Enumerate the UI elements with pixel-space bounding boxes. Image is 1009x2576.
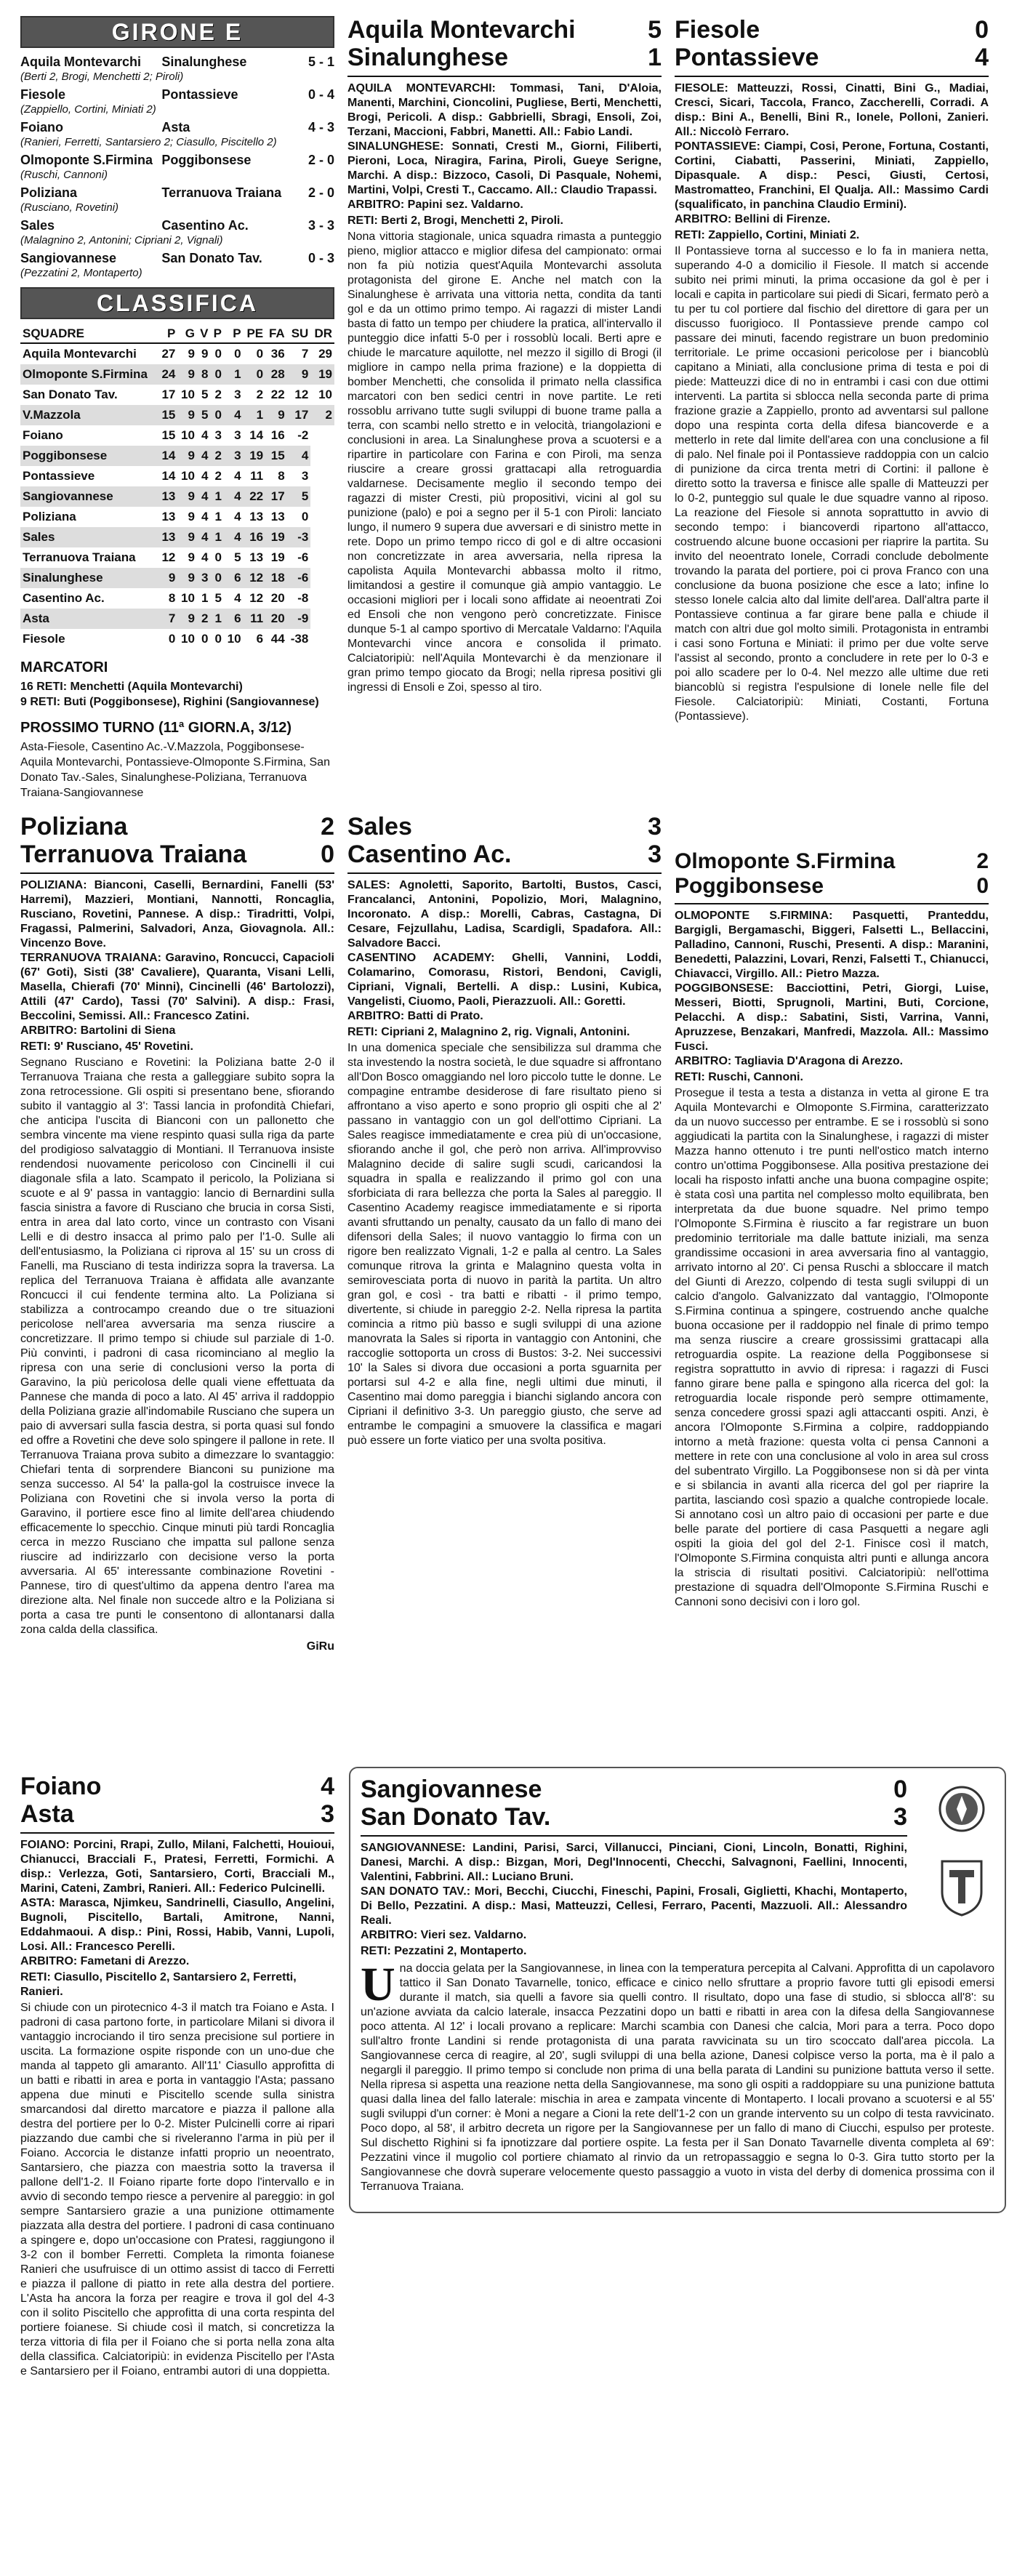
standings-cell: 3 xyxy=(197,568,211,588)
standings-cell: 9 xyxy=(177,568,197,588)
standings-cell: 1 xyxy=(244,405,266,425)
home-score: 0 xyxy=(893,1775,907,1803)
dropcap: U xyxy=(361,1958,395,2011)
standings-cell: 1 xyxy=(201,591,209,605)
article-body-text: na doccia gelata per la Sangiovannese, in linea con la temperatura percepita al Calvani. Approfitta di un capolavoro tattico il San Donato Tavarnelle, tonico, efficace e cinico nello sfruttare a proprio favore tutti gli episodi emersi durante il match, sia quelli a favore sia quelli contro. Il risultato, dopo una fase di studio, si sblocca all'8': su un'azione avviata da calcio laterale, insacca Pezzatini dopo un batti e ribatti in area con la difesa della Sangiovannese poco attenta. Al 12' i locali provano a replicare: Marchi scambia con Danesi che calcia, Mori para a terra. Poco dopo sull'altro fronte Landini si rende protagonista di una parata ravvicinata su un tiro scoccato dall'area piccola. La Sangiovannese cerca di reagire, al 20', sugli sviluppi di una bella azione, Danesi colpisce verso la porta, ma è il palo a negargli il pareggio. Il primo tempo si conclude non prima di una bella parata di Landini su punizione battuta verso il sette. Nella ripresa si aspetta una reazione netta della Sangiovannese, ma sono gli ospiti a raddoppiare su una punizione battuta quasi dalla linea del fallo laterale: mischia in area e zampata vincente di Montaperto. I locali provano a scuotersi e al 55' sugli sviluppi d'un corner: è Moni a negare a Cioni la rete dell'1-2 con un grande intervento su un colpo di testa ravvicinato. Poco dopo, al 58', il arbitro decreta un rigore per la Sangiovannese per un fallo di mano di Ciucchi, espulso per proteste. Sul dischetto Righini si fa ipnotizzare dal portiere ospite. La festa per il San Donato Tavarnelle diventa completa al 69': Pezzatini vince il mugolio col portiere chiamato al rinvio da un retropassaggio e segna lo 0-3. Gira tutto storto per la Sangiovannese che dovrà superare velocemente questo passaggio a vuoto in vista del derby di domenica prossima con il Terranuova Traiana. xyxy=(361,1962,994,2193)
standings-cell: 22 xyxy=(270,388,285,401)
standings-cell: 9 xyxy=(158,568,178,588)
classifica-banner: CLASSIFICA xyxy=(20,287,334,319)
standings-cell: 15 xyxy=(161,428,176,442)
standings-cell: 14 xyxy=(161,469,176,483)
standings-cell: 8 xyxy=(168,591,176,605)
standings-cell: Foiano xyxy=(23,428,63,442)
result-scorers: (Ruschi, Cannoni) xyxy=(20,169,108,181)
standings-cell: 17 xyxy=(161,388,176,401)
away-team: Poggibonsese xyxy=(675,874,824,898)
standings-cell: 14 xyxy=(249,428,264,442)
standings-cell: -38 xyxy=(290,632,309,646)
home-team: Foiano xyxy=(20,1773,102,1800)
standings-header: FA xyxy=(265,325,287,343)
standings-cell: 9 xyxy=(177,527,197,547)
sangiovannese-crest-icon xyxy=(936,1780,987,1842)
standings-cell: Fiesole xyxy=(23,632,65,646)
result-scorers: (Malagnino 2, Antonini; Cipriani 2, Vignali) xyxy=(20,234,223,246)
away-team: Casentino Ac. xyxy=(347,840,512,868)
article-body: Il Pontassieve torna al successo e lo fa in maniera netta, superando 4-0 a domicilio il Fiesole. Il match si accende subito nei primi minuti, la prima occasione da gol è per i locali e capita in particolare sui piedi di Sicari, fermato però a tu per tu col portiere dal fischio del direttore di gara per un discusso fuorigioco. Il Pontassieve prende campo col passare dei minuti, facendo registrare un buon predominio territoriale. Le prime occasioni pericolose per i biancoblù capitano a Miniati, alla conclusione prima di testa e poi di piede: Matteuzzi dice di no in entrambi i casi con due ottimi interventi. La partita si sblocca nella seconda parte di prima frazione grazie a Zappiello, pronto ad avventarsi sul pallone dopo una respinta corta della difesa biancoverde e a metterlo in rete dal limite dell'area con una conclusione a fil di palo. Nel finale poi il Pontassieve raddoppia con un calcio di punizione da circa trenta metri di Cortini: il pallone è diretto sotto la traversa e finisce alle spalle di Matteuzzi per lo 0-2, punteggio sul quale le due squadre vanno al riposo. La reazione del Fiesole si annota soprattutto in avvio di secondo tempo: i biancoverdi ripartono all'attacco, costruendo alcune buone occasioni per riaprire la partita. Su invito del neoentrato Ionele, Corradi conclude debolmente trovando la parata del portiere, poi ci prova Franco con una conclusione da buona posizione che esce a lato; infine lo stesso Ionele calcia alto dal limite dell'area. Dall'altra parte il Pontassieve continua a far girare bene palla e chiude il match con altri due gol molto simili. Protagonista in entrambi i casi sono Fortuna e Miniati: il primo per due volte serve l'assist al secondo, pronto a concludere in rete per lo 0-3 e poi allo scadere per lo 0-4. Nel mezzo alle ultime due reti biancoblù si registra l'espulsione di Ionele nelle file del Fiesole. Calciatoripiù: Miniati, Costanti, Fortuna (Pontassieve). xyxy=(675,245,989,723)
standings-cell: 7 xyxy=(158,609,178,629)
result-row xyxy=(20,152,334,168)
standings-cell: 0 xyxy=(301,510,309,523)
standings-cell: -8 xyxy=(297,591,309,605)
article-sangiovannese xyxy=(349,1767,1006,2213)
result-home: Olmoponte S.Firmina xyxy=(20,153,153,167)
standings-header: SU xyxy=(287,325,311,343)
formazioni-away: TERRANUOVA TRAIANA: Garavino, Roncucci, Capacioli (67' Goti), Sisti (38' Cavaliere), Quaranta, Visani Lelli, Masella, Chierafi (70' Minni), Cincinelli (46' Bartolozzi), Attili (47' Cardo), Tassi (70' Salvini). A disp.: Frasi, Beccolini, Semissi. All.: Francesco Zatini. xyxy=(20,952,334,1022)
result-home: Sangiovannese xyxy=(20,251,117,265)
standings-cell: 16 xyxy=(244,527,266,547)
standings-cell: 4 xyxy=(287,446,311,466)
turno-text: Asta-Fiesole, Casentino Ac.-V.Mazzola, Poggibonsese-Aquila Montevarchi, Pontassieve-Olmoponte S.Firmina, San Donato Tav.-Sales, Sinalunghese-Poliziana, Terranuova Traiana-Sangiovannese xyxy=(20,741,330,799)
standings-header: DR xyxy=(310,325,334,343)
standings-cell: 3 xyxy=(234,388,241,401)
result-row xyxy=(20,87,334,103)
table-row xyxy=(20,385,334,405)
standings-cell: San Donato Tav. xyxy=(23,388,118,401)
home-score: 0 xyxy=(975,16,989,44)
article-body: In una domenica speciale che sensibilizza sul dramma che sta investendo la nostra società, le due squadre si affrontano all'Don Bosco omaggiando nel loro piccolo tutte le donne. Le compagine entrambe desiderose di fare risultato pieno si affrontano a viso aperto e sono proprio gli ospiti che al 2' passano in vantaggio con un gol dell'ottimo Cipriani. La Sales reagisce immediatamente e crea più di un'occasione, sfiorando anche il gol, che però non arriva. All'improvviso Malagnino decide di salire sugli scudi, caricandosi la squadra in spalla e realizzando il primo gol con una sforbiciata di rara bellezza che porta la Sales al pareggio. Il Casentino Academy reagisce immediatamente e si riporta avanti sfruttando un penalty, causato da un fallo di mano dei difensori della Sales; il nuovo vantaggio lo firma con un rigore ben realizzato Vignali, 1-2 e palla al centro. La Sales comunque ritrova la grinta e Malagnino questa volta in semirovesciata porta di nuovo in parità la partita. Un altro gran gol, e così - tra batti e ribatti - il primo tempo, divertente, si chiude in pareggio 2-2. Nella ripresa la partita comincia a ritmo più basso e sugli sviluppi di una azione manovrata la Sales si riporta in vantaggio con Antonini, che raccoglie sottoporta un cross di Bustos: 3-2. Nei successivi 10' la Sales si divora due occasioni a porta sguarnita per portarsi sul 4-2 e alla fine, negli ultimi due minuti, il Casentino mai domo pareggia i bianchi siglando ancora con Cipriani il definitivo 3-3. Un pareggio giusto, che serve ad entrambe le compagini a smuovere la classifica e magari può essere un forte viatico per una svolta positiva. xyxy=(347,1042,662,1447)
arbitro: ARBITRO: Bartolini di Siena xyxy=(20,1024,176,1037)
formazioni-home: POLIZIANA: Bianconi, Caselli, Bernardini, Fanelli (53' Harremi), Mazzieri, Montiani, Nannotti, Roncaglia, Rusciano, Rovetini, Pannese. A disp.: Tiradritti, Volpi, Fragassi, Palmerini, Salvadori, Anza, Giovagnola. All.: Vincenzo Bove. xyxy=(20,879,334,950)
standings-cell: 36 xyxy=(270,347,285,361)
result-home: Foiano xyxy=(20,120,63,135)
standings-cell: 4 xyxy=(234,510,241,523)
standings-cell: 4 xyxy=(197,446,211,466)
table-row xyxy=(20,486,334,507)
formazioni-home: FIESOLE: Matteuzzi, Rossi, Cinatti, Bini G., Madiai, Cresci, Sicari, Taccola, Franco, Zaccherelli, Corradi. A disp.: Bini A., Benelli, Bini R., Ionele, Polloni, Zanieri. All.: Niccolò Ferraro. xyxy=(675,82,989,138)
home-score: 5 xyxy=(648,16,662,44)
reti: RETI: Zappiello, Cortini, Miniati 2. xyxy=(675,229,860,241)
san-donato-crest-icon xyxy=(936,1855,987,1918)
standings-cell: 13 xyxy=(249,550,264,564)
signature: GiRu xyxy=(306,1640,334,1653)
standings-cell: Sangiovannese xyxy=(20,486,158,507)
formazioni-away: CASENTINO ACADEMY: Ghelli, Vannini, Loddi, Colamarino, Comorasu, Ristori, Bendoni, Cavigli, Cipriani, Vignali, Bertelli. A disp.: Lusini, Kubica, Vangelisti, Ciuomo, Paoli, Pierazzuoli. All.: Goretti. xyxy=(347,952,662,1008)
standings-cell: Terranuova Traiana xyxy=(23,550,136,564)
standings-cell: 6 xyxy=(224,609,244,629)
standings-cell: Poggibonsese xyxy=(20,446,158,466)
result-scorers: (Berti 2, Brogi, Menchetti 2; Piroli) xyxy=(20,71,184,83)
article-body: Nona vittoria stagionale, unica squadra rimasta a punteggio pieno, miglior attacco e miglior difesa del campionato: ormai non fa più notizia quest'Aquila Montevarchi assoluta protagonista del girone E. Anche nel match con la Sinalunghese è arrivata una vittoria netta, condita da tanti gol e da un ottimo primo tempo. Ai ragazzi di mister Landi basta di fatto un tempo per chiudere la pratica, all'intervallo il punteggio dice infatti 5-0 per i rossoblù locali. Berti apre e chiude le marcature aquilotte, nel mezzo il sigillo di Brogi (il migliore in campo nella prima frazione) e la doppietta di bomber Menchetti, che consolida il primato nella classifica marcatori con ben sedici centri in nove partite. Le reti rossoblu arrivano tutte sugli sviluppi di buone trame palla a terra, con scambi nello stretto e in velocità, triangolazioni e conclusioni in area. La Sinalunghese prova a scuotersi e a ripartire in particolare con Farina e con Piroli, ma senza riuscire a creare grossi grattacapi alla retroguardia valdarnese. Decisamente meglio il secondo tempo dei ragazzi di mister Cresti, più propositivi, vicini al gol su punizione (palo) e poi a segno per il 5-1 con Piroli: lanciato lungo, il numero 9 supera due avversari e di sinistro mette in rete. Dopo un primo tempo ricco di gol e di altre occasioni non concretizzate in area avversaria, nella ripresa la capolista Aquila Montevarchi abbassa molto il ritmo, limitandosi a gestire il comunque già ampio vantaggio. Le occasioni migliori per i locali sono affidate ai neoentrati Zoi ed Ensoli che non vengono però concretizzate. Finisce dunque 5-1 al campo sportivo di Mercatale Valdarno: l'Aquila Montevarchi vince ancora e consolida il primato. Calciatoripiù: nell'Aquila Montevarchi è da menzionare il gran primo tempo giocato da Brogi; nella ripresa positivi gli ingressi di Ensoli e Zoi, spesso al tiro. xyxy=(347,230,662,694)
standings-cell: 17 xyxy=(287,405,311,425)
result-row xyxy=(20,119,334,135)
standings-cell: 27 xyxy=(161,347,176,361)
reti: RETI: Ruschi, Cannoni. xyxy=(675,1071,803,1083)
result-score: 2 - 0 xyxy=(307,153,334,167)
standings-cell: 13 xyxy=(158,486,178,507)
marcatori-title: MARCATORI xyxy=(20,659,108,675)
standings-cell: 12 xyxy=(161,550,176,564)
standings-cell: 5 xyxy=(214,591,222,605)
result-away: Poggibonsese xyxy=(161,153,252,167)
arbitro: ARBITRO: Vieri sez. Valdarno. xyxy=(361,1929,527,1941)
standings-cell: 29 xyxy=(318,347,332,361)
standings-cell: 9 xyxy=(177,609,197,629)
standings-cell: 10 xyxy=(181,388,195,401)
standings-cell: 13 xyxy=(161,510,176,523)
away-team: Pontassieve xyxy=(675,44,819,71)
standings-cell: 4 xyxy=(197,527,211,547)
standings-cell: 10 xyxy=(181,469,195,483)
article-olmoponte xyxy=(675,849,989,1757)
arbitro: ARBITRO: Bellini di Firenze. xyxy=(675,213,831,225)
standings-header: G xyxy=(177,325,197,343)
standings-cell: 4 xyxy=(201,469,209,483)
table-row xyxy=(20,527,334,547)
home-team: Poliziana xyxy=(20,813,128,840)
article-body: Segnano Rusciano e Rovetini: la Poliziana batte 2-0 il Terranuova Traiana che resta a galleggiare subito sopra la zona retrocessione. Gli ospiti si presentano bene, sfiorando subito il vantaggio al 3': Tassi lancia in profondità Chiefari, che anticipa l'uscita di Bianconi con un pallonetto che sembra vincente ma viene respinto quasi sulla riga da parte del prodigioso salvataggio di Montiani. Il Terranuova insiste rendendosi nuovamente pericoloso con Cincinelli il cui diagonale sfila a lato. Scampato il pericolo, la Poliziana si scuote e al 9' passa in vantaggio: lancio di Bernardini sulla fascia sinistra a favore di Rusciano che brucia in corsa Sisti, entra in area dal lato corto, vince un contrasto con Visani Lelli e di destro insacca al primo palo per l'1-0. Sulle ali dell'entusiasmo, la Poliziana ci riprova al 15' su un cross di Fanelli, ma Rusciano di testa indirizza sopra la traversa. La replica del Terranuova Traiana è affidata alle avanzante Roncucci il cui fendente termina alto. La Poliziana si stabilizza a controcampo creando due o tre situazioni pericolose nell'area avversaria ma senza riuscire a concretizzare. Il primo tempo si chiude sul parziale di 1-0. Più convinti, i padroni di casa ricominciano al meglio la ripresa con una serie di conclusioni verso la porta di Garavino, la più pericolosa delle quali viene effettuata da Pannese che manda di poco a lato. Al 45' arriva il raddoppio della Poliziana grazie all'indomabile Rusciano che supera un paio di avversari sulla fascia destra, si porta quasi sul fondo ed offre a Rovetini che deve solo spingere il pallone in rete. Il Terranuova Traiana prova subito a dimezzare lo svantaggio: Chiefari tenta di sorprendere Bianconi su punizione ma senza successo. Al 54' la palla-gol la costruisce invece la Poliziana con Rovetini che si invola verso la porta di Garavino, il portiere esce fino al limite dell'area chiudendo efficacemente lo specchio. Cinque minuti più tardi Roncaglia cerca in mezzo Rusciano che impatta sul pallone senza riuscire ad indirizzarlo con decisione verso la porta avversaria. Al 65' interessante combinazione Rovetini -Pannese, tiro di quest'ultimo da appena dentro l'area ma direzione alta. Nel finale non succede altro e la Poliziana si porta a casa tre punti le consentono di allontanarsi dalla zona calda della classifica. xyxy=(20,1056,334,1636)
formazioni-home: FOIANO: Porcini, Rrapi, Zullo, Milani, Falchetti, Houioui, Chianucci, Bracciali F., Pratesi, Ferretti, Formichi. A disp.: Verlezza, Goti, Santarsiero, Corti, Bracciali M., Marini, Cateni, Zambri, Ranieri. All.: Federico Pulcinelli. xyxy=(20,1839,334,1895)
standings-cell: 8 xyxy=(197,364,211,385)
standings-cell: 44 xyxy=(270,632,285,646)
formazioni-home: SANGIOVANNESE: Landini, Parisi, Sarci, Villanucci, Pinciani, Cioni, Lincoln, Bonatti, Righini, Danesi, Marchi. A disp.: Bizgan, Mori, Degl'Innocenti, Checchi, Salvagnoni, Faellini, Innocenti, Valentini, Fabbrini. All.: Luciano Bruni. xyxy=(361,1842,907,1883)
standings-cell: 6 xyxy=(224,568,244,588)
away-score: 3 xyxy=(648,840,662,868)
result-home: Sales xyxy=(20,218,55,233)
standings-cell: 5 xyxy=(197,405,211,425)
standings-cell: -2 xyxy=(297,428,309,442)
standings-cell: 9 xyxy=(201,347,209,361)
standings-cell: 22 xyxy=(244,486,266,507)
standings-cell: 3 xyxy=(224,446,244,466)
standings-cell: 12 xyxy=(244,568,266,588)
standings-cell: 16 xyxy=(270,428,285,442)
result-home: Aquila Montevarchi xyxy=(20,55,142,69)
result-away: Asta xyxy=(161,120,190,135)
reti: RETI: 9' Rusciano, 45' Rovetini. xyxy=(20,1040,193,1053)
turno-title: PROSSIMO TURNO (11ª GIORN.A, 3/12) xyxy=(20,720,292,736)
table-row xyxy=(20,547,334,568)
table-row xyxy=(20,446,334,466)
standings-cell: 15 xyxy=(265,446,287,466)
standings-cell: 19 xyxy=(310,364,334,385)
standings-cell: 11 xyxy=(250,469,264,483)
standings-cell: 2 xyxy=(256,388,264,401)
formazioni-away: SINALUNGHESE: Sonnati, Cresti M., Giorni, Filiberti, Pieroni, Loca, Niragira, Farina, Piroli, Gueye Serigne, Marchi. A disp.: Bizzoco, Casoli, Di Pasquale, Nohemi, Martini, Volpi, Cresti T., Caccamo. All.: Claudio Trapassi. xyxy=(347,140,662,196)
formazioni-home: AQUILA MONTEVARCHI: Tommasi, Tani, D'Aloia, Manenti, Marchini, Cioncolini, Pugliese, Berti, Menchetti, Brogi, Pericoli. A disp.: Gabbrielli, Sbragi, Ensoli, Zoi, Terzani, Maccioni, Fabbri, Manetti. All.: Fabio Landi. xyxy=(347,82,662,138)
standings-cell: 5 xyxy=(287,486,311,507)
result-scorers: (Rusciano, Rovetini) xyxy=(20,201,119,214)
article-body: Prosegue il testa a testa a distanza in vetta al girone E tra Aquila Montevarchi e Olmoponte S.Firmina, caratterizzato da un nuovo successo per entrambe. E se i rossoblù si sono aggiudicati la partita con la Sinalunghese, i ragazzi di mister Mazza hanno ottenuto i tre punti nell'ostico match interno contro un'ottima Poggibonsese. Alla positiva prestazione dei locali ha risposto infatti anche una buona compagine ospite; è stata così una partita nel complesso molto equilibrata, ben interpretata da due buone squadre. Nel primo tempo l'Olmoponte S.Firmina è riuscito a far registrare un buon predominio territoriale ma dalle battute iniziali, ma senza grandissime occasioni in area avversaria fino al vantaggio, arrivato intorno al 20'. Ci pensa Ruschi a sbloccare il match del Giunti di Arezzo, colpendo di testa sugli sviluppi di un calcio d'angolo. Galvanizzato dal vantaggio, l'Olmoponte S.Firmina continua a spingere, costruendo anche qualche buona occasione per il raddoppio nel finale di primo tempo ma senza riuscire a creare grossissimi grattacapi alla retroguardia ospite. La reazione della Poggibonsese si registra soprattutto in avvio di ripresa: i ragazzi di Fusci fanno girare bene palla e spingono alla ricerca del gol: la retroguardia locale risponde però sempre ottimamente, senza concedere grossi spazi agli attaccanti ospiti. Anzi, è ancora l'Olmoponte S.Firmina a colpire, raddoppiando intorno a metà frazione: questa volta ci pensa Cannoni a mettere in rete con una conclusione al volo in area sul cross del subentrato Virgillo. La Poggibonsese non si dà per vinta e si sbilancia in avanti alla ricerca del gol per riaprire la partita, lasciando così spazio a qualche contropiede locale. Si annotano così un altro paio di occasioni per parte e due belle parate del portiere di casa Pasquetti a negare agli ospiti la gioia del gol del 2-1. Finisce così il match, l'Olmoponte S.Firmina conquista altri punti e allunga ancora la striscia di risultati positivi. Calciatoripiù: nell'ottima prestazione di squadra dell'Olmoponte S.Firmina Ruschi e Cannoni sono decisivi con i loro gol. xyxy=(675,1087,989,1608)
standings-cell: 24 xyxy=(158,364,178,385)
table-row xyxy=(20,466,334,486)
standings-cell: 14 xyxy=(158,446,178,466)
article-sales xyxy=(347,813,662,1757)
standings-cell: 4 xyxy=(234,591,241,605)
arbitro: ARBITRO: Fametani di Arezzo. xyxy=(20,1955,190,1967)
away-team: Sinalunghese xyxy=(347,44,509,71)
standings-cell: -6 xyxy=(297,550,309,564)
standings-cell: 0 xyxy=(201,632,209,646)
result-home: Poliziana xyxy=(20,185,78,200)
result-away: San Donato Tav. xyxy=(161,251,262,265)
marcatori-line-2: 9 RETI: Buti (Poggibonsese), Righini (Sangiovannese) xyxy=(20,696,319,708)
result-score: 0 - 4 xyxy=(307,87,334,102)
standings-cell: 1 xyxy=(210,609,224,629)
standings-cell: 9 xyxy=(265,405,287,425)
standings-cell: 12 xyxy=(249,591,264,605)
table-row xyxy=(20,629,334,649)
standings-header: PE xyxy=(244,325,266,343)
reti: RETI: Ciasullo, Piscitello 2, Santarsiero 2, Ferretti, Ranieri. xyxy=(20,1971,297,1998)
standings-cell: 10 xyxy=(181,428,195,442)
away-team: San Donato Tav. xyxy=(361,1803,551,1831)
home-team: Sangiovannese xyxy=(361,1775,542,1803)
standings-cell: 10 xyxy=(181,632,195,646)
standings-cell: 9 xyxy=(188,510,195,523)
standings-cell: 12 xyxy=(294,388,309,401)
standings-cell: 3 xyxy=(234,428,241,442)
arbitro: ARBITRO: Batti di Prato. xyxy=(347,1010,483,1022)
reti: RETI: Berti 2, Brogi, Menchetti 2, Piroli. xyxy=(347,214,563,227)
away-team: Asta xyxy=(20,1800,74,1828)
standings-cell: Sinalunghese xyxy=(20,568,158,588)
article-body: Si chiude con un pirotecnico 4-3 il match tra Foiano e Asta. I padroni di casa partono forte, in particolare Milani si divora il vantaggio incrociando il tiro senza precisione sul portiere in uscita. La formazione ospite risponde con un uno-due che manda al tappeto gli amaranto. All'11' Ciasullo approfitta di un batti e ribatti in area e porta in vantaggio l'Asta; passano appena due minuti e Piscitello scende sulla sinistra smarcandosi dal diretto marcatore e piazza il pallone alla destra del portiere per lo 0-2. Mister Pulcinelli corre ai ripari piazzando due cambi che si riveleranno l'arma in più per il Foiano. Accorcia le distanze infatti proprio un neoentrato, Santarsiero, che piazza con maestria sotto la traversa il pallone dell'1-2. Il Foiano riparte forte dopo l'intervallo e in avvio di secondo tempo riesce a pervenire al pareggio: in gol sempre Santarsiero grazie a una punizione ottimamente piazzata alla destra del portiere. I padroni di casa continuano a spingere e, dopo un'occasione con Pratesi, raggiungono il 3-2 con il bomber Ferretti. Completa la rimonta foianese Ranieri che usufruisce di un ottimo assist di tacco di Ferretti e piazza il pallone di piatto in rete alla destra del portiere. L'Asta ha ancora la forza per reagire e trova il gol del 4-3 con il solito Piscitello che approfitta di una corta respinta del portiere foianese. Si chiude così il match, si concretizza la terza vittoria di fila per il Foiano che si porta nella zona alta della classifica. Calciatoripiù: in evidenza Piscitello per l'Asta e Santarsiero per il Foiano, entrambi autori di una doppietta. xyxy=(20,2002,334,2378)
result-score: 0 - 3 xyxy=(307,251,334,265)
away-score: 3 xyxy=(893,1803,907,1831)
standings-cell: -3 xyxy=(287,527,311,547)
table-row xyxy=(20,507,334,527)
standings-cell: 0 xyxy=(210,405,224,425)
standings-cell: 4 xyxy=(234,469,241,483)
table-row xyxy=(20,364,334,385)
standings-cell: 8 xyxy=(278,469,285,483)
result-scorers: (Zappiello, Cortini, Miniati 2) xyxy=(20,103,156,116)
away-score: 1 xyxy=(648,44,662,71)
standings-cell: 4 xyxy=(201,428,209,442)
away-score: 0 xyxy=(976,874,989,898)
standings-cell: 19 xyxy=(244,446,266,466)
standings-cell: 18 xyxy=(265,568,287,588)
standings-cell: 15 xyxy=(158,405,178,425)
standings-cell: 11 xyxy=(244,609,266,629)
result-score: 5 - 1 xyxy=(307,55,334,69)
standings-cell: 1 xyxy=(210,527,224,547)
home-team: Aquila Montevarchi xyxy=(347,16,576,44)
standings-cell: -6 xyxy=(287,568,311,588)
result-score: 3 - 3 xyxy=(307,218,334,233)
result-row xyxy=(20,185,334,201)
reti: RETI: Cipriani 2, Malagnino 2, rig. Vignali, Antonini. xyxy=(347,1026,630,1038)
result-row xyxy=(20,54,334,70)
article-foiano xyxy=(20,1773,334,2565)
standings-cell: 0 xyxy=(168,632,176,646)
standings-cell: 4 xyxy=(224,486,244,507)
standings-cell: Olmoponte S.Firmina xyxy=(20,364,158,385)
arbitro: ARBITRO: Tagliavia D'Aragona di Arezzo. xyxy=(675,1055,904,1067)
standings-cell: 0 xyxy=(214,632,222,646)
standings-cell: Sales xyxy=(20,527,158,547)
formazioni-away: POGGIBONSESE: Bacciottini, Petri, Giorgi, Luise, Messeri, Biotti, Sprugnoli, Martini, Buti, Corcione, Pelacchi. A disp.: Sabatini, Sisti, Varrina, Vanni, Apruzzese, Benzakari, Manfredi, Mazzola. All.: Massimo Fusci. xyxy=(675,982,989,1053)
home-team: Fiesole xyxy=(675,16,760,44)
standings-cell: 2 xyxy=(210,446,224,466)
standings-header: P xyxy=(224,325,244,343)
standings-cell: 2 xyxy=(310,405,334,425)
standings-cell: -9 xyxy=(287,609,311,629)
standings-cell: 9 xyxy=(287,364,311,385)
home-score: 2 xyxy=(976,849,989,873)
standings-cell: 19 xyxy=(270,550,285,564)
standings-cell: 2 xyxy=(214,388,222,401)
result-away: Pontassieve xyxy=(161,87,238,102)
arbitro: ARBITRO: Papini sez. Valdarno. xyxy=(347,198,523,211)
standings-cell: 4 xyxy=(224,527,244,547)
standings-cell: V.Mazzola xyxy=(20,405,158,425)
formazioni-away: PONTASSIEVE: Ciampi, Cosi, Perone, Fortuna, Costanti, Cortini, Ciabatti, Passerini, Miniati, Zappiello, Dipasquale. A disp.: Pesci, Giusti, Certosi, Mastromatteo, Franchini, El Qualja. All.: Massimo Cardi (squalificato, in panchina Claudio Ermini). xyxy=(675,140,989,211)
standings-cell: 0 xyxy=(214,347,222,361)
table-row xyxy=(20,425,334,446)
result-score: 2 - 0 xyxy=(307,185,334,200)
reti: RETI: Pezzatini 2, Montaperto. xyxy=(361,1945,527,1957)
home-team: Sales xyxy=(347,813,412,840)
results-list xyxy=(20,54,334,280)
left-column xyxy=(20,16,334,801)
result-away: Casentino Ac. xyxy=(161,218,249,233)
standings-cell: 0 xyxy=(210,568,224,588)
standings-cell: 13 xyxy=(249,510,264,523)
formazioni-home: SALES: Agnoletti, Saporito, Bartolti, Bustos, Casci, Francalanci, Antonini, Popolizio, Mori, Malagnino, Incoronato. A disp.: Morelli, Cabras, Castagna, Di Cesare, Fejzullahu, Ladisa, Scardigli, Spadafora. All.: Salvadore Bacci. xyxy=(347,879,662,950)
home-score: 3 xyxy=(648,813,662,840)
result-score: 4 - 3 xyxy=(307,120,334,135)
standings-cell: 19 xyxy=(265,527,287,547)
table-row xyxy=(20,343,334,364)
standings-cell: Poliziana xyxy=(23,510,76,523)
standings-cell: 20 xyxy=(270,591,285,605)
standings-cell: 10 xyxy=(318,388,332,401)
standings-header: P xyxy=(158,325,178,343)
standings-cell: 1 xyxy=(214,510,222,523)
standings-cell: 13 xyxy=(158,527,178,547)
standings-cell: 17 xyxy=(265,486,287,507)
standings-cell: 9 xyxy=(177,405,197,425)
article-aquila xyxy=(347,16,662,794)
away-score: 0 xyxy=(321,840,334,868)
standings-cell: 28 xyxy=(265,364,287,385)
standings-cell: 20 xyxy=(265,609,287,629)
standings-cell: 0 xyxy=(256,347,264,361)
standings-header: P xyxy=(210,325,224,343)
result-row xyxy=(20,217,334,233)
standings-cell: 4 xyxy=(224,405,244,425)
standings-cell: 1 xyxy=(224,364,244,385)
standings-cell: 0 xyxy=(214,550,222,564)
standings-cell: 2 xyxy=(214,469,222,483)
standings-cell: 9 xyxy=(177,486,197,507)
standings-header: V xyxy=(197,325,211,343)
standings-cell: 9 xyxy=(188,550,195,564)
home-team: Olmoponte S.Firmina xyxy=(675,849,896,873)
standings-cell: 4 xyxy=(201,550,209,564)
standings-cell: 0 xyxy=(234,347,241,361)
girone-banner: GIRONE E xyxy=(20,16,334,48)
formazioni-home: OLMOPONTE S.FIRMINA: Pasquetti, Pranteddu, Bargigli, Bergamaschi, Biggeri, Falsetti L., Bellaccini, Palladino, Cannoni, Ruschi, Presenti. A disp.: Maranini, Benedetti, Palazzini, Lovari, Renzi, Falsetti T., Chianucci, Chiavacci, Virgillo. All.: Pietro Mazza. xyxy=(675,910,989,980)
formazioni-away: ASTA: Marasca, Njimkeu, Sandrinelli, Ciasullo, Angelini, Bugnoli, Piscitello, Bartali, Amitrone, Nanni, Eddahmaoui. A disp.: Pini, Rossi, Habib, Vanni, Lupoli, Losi. All.: Francesco Perelli. xyxy=(20,1897,334,1953)
table-row xyxy=(20,568,334,588)
standings-cell: 1 xyxy=(210,486,224,507)
away-score: 4 xyxy=(975,44,989,71)
home-score: 4 xyxy=(321,1773,334,1800)
standings-cell: 0 xyxy=(244,364,266,385)
standings-cell: 7 xyxy=(301,347,309,361)
standings-cell: 5 xyxy=(201,388,209,401)
standings-cell: Pontassieve xyxy=(23,469,95,483)
standings-cell: 6 xyxy=(256,632,264,646)
marcatori-line-1: 16 RETI: Menchetti (Aquila Montevarchi) xyxy=(20,681,243,693)
table-row xyxy=(20,405,334,425)
standings-cell: 9 xyxy=(177,364,197,385)
standings-table xyxy=(20,325,334,649)
result-home: Fiesole xyxy=(20,87,66,102)
result-away: Sinalunghese xyxy=(161,55,247,69)
article-poliziana xyxy=(20,813,334,1757)
standings-cell: 9 xyxy=(188,347,195,361)
away-score: 3 xyxy=(321,1800,334,1828)
result-away: Terranuova Traiana xyxy=(161,185,282,200)
standings-cell: 9 xyxy=(177,446,197,466)
away-team: Terranuova Traiana xyxy=(20,840,247,868)
article-body xyxy=(361,1958,994,2194)
standings-header: SQUADRE xyxy=(20,325,158,343)
table-row xyxy=(20,609,334,629)
standings-cell: 10 xyxy=(227,632,241,646)
standings-cell: Aquila Montevarchi xyxy=(23,347,137,361)
standings-cell: Asta xyxy=(20,609,158,629)
home-score: 2 xyxy=(321,813,334,840)
result-scorers: (Ranieri, Ferretti, Santarsiero 2; Ciasullo, Piscitello 2) xyxy=(20,136,277,148)
formazioni-away: SAN DONATO TAV.: Mori, Becchi, Ciucchi, Fineschi, Papini, Frosali, Giglietti, Khachi, Montaperto, Di Bello, Pezzatini. A disp.: Masi, Matteuzzi, Cellesi, Ferraro, Pacenti, Mazzuoli. All.: Alessandro Reali. xyxy=(361,1885,907,1927)
standings-cell: 3 xyxy=(214,428,222,442)
result-row xyxy=(20,250,334,266)
standings-cell: 3 xyxy=(301,469,309,483)
standings-cell: 5 xyxy=(234,550,241,564)
standings-cell: Casentino Ac. xyxy=(23,591,105,605)
table-row xyxy=(20,588,334,609)
standings-cell: 0 xyxy=(210,364,224,385)
standings-cell: 13 xyxy=(270,510,285,523)
standings-cell: 10 xyxy=(181,591,195,605)
result-scorers: (Pezzatini 2, Montaperto) xyxy=(20,267,142,279)
standings-cell: 4 xyxy=(201,510,209,523)
standings-cell: 4 xyxy=(197,486,211,507)
article-fiesole xyxy=(675,16,989,830)
standings-cell: 2 xyxy=(197,609,211,629)
